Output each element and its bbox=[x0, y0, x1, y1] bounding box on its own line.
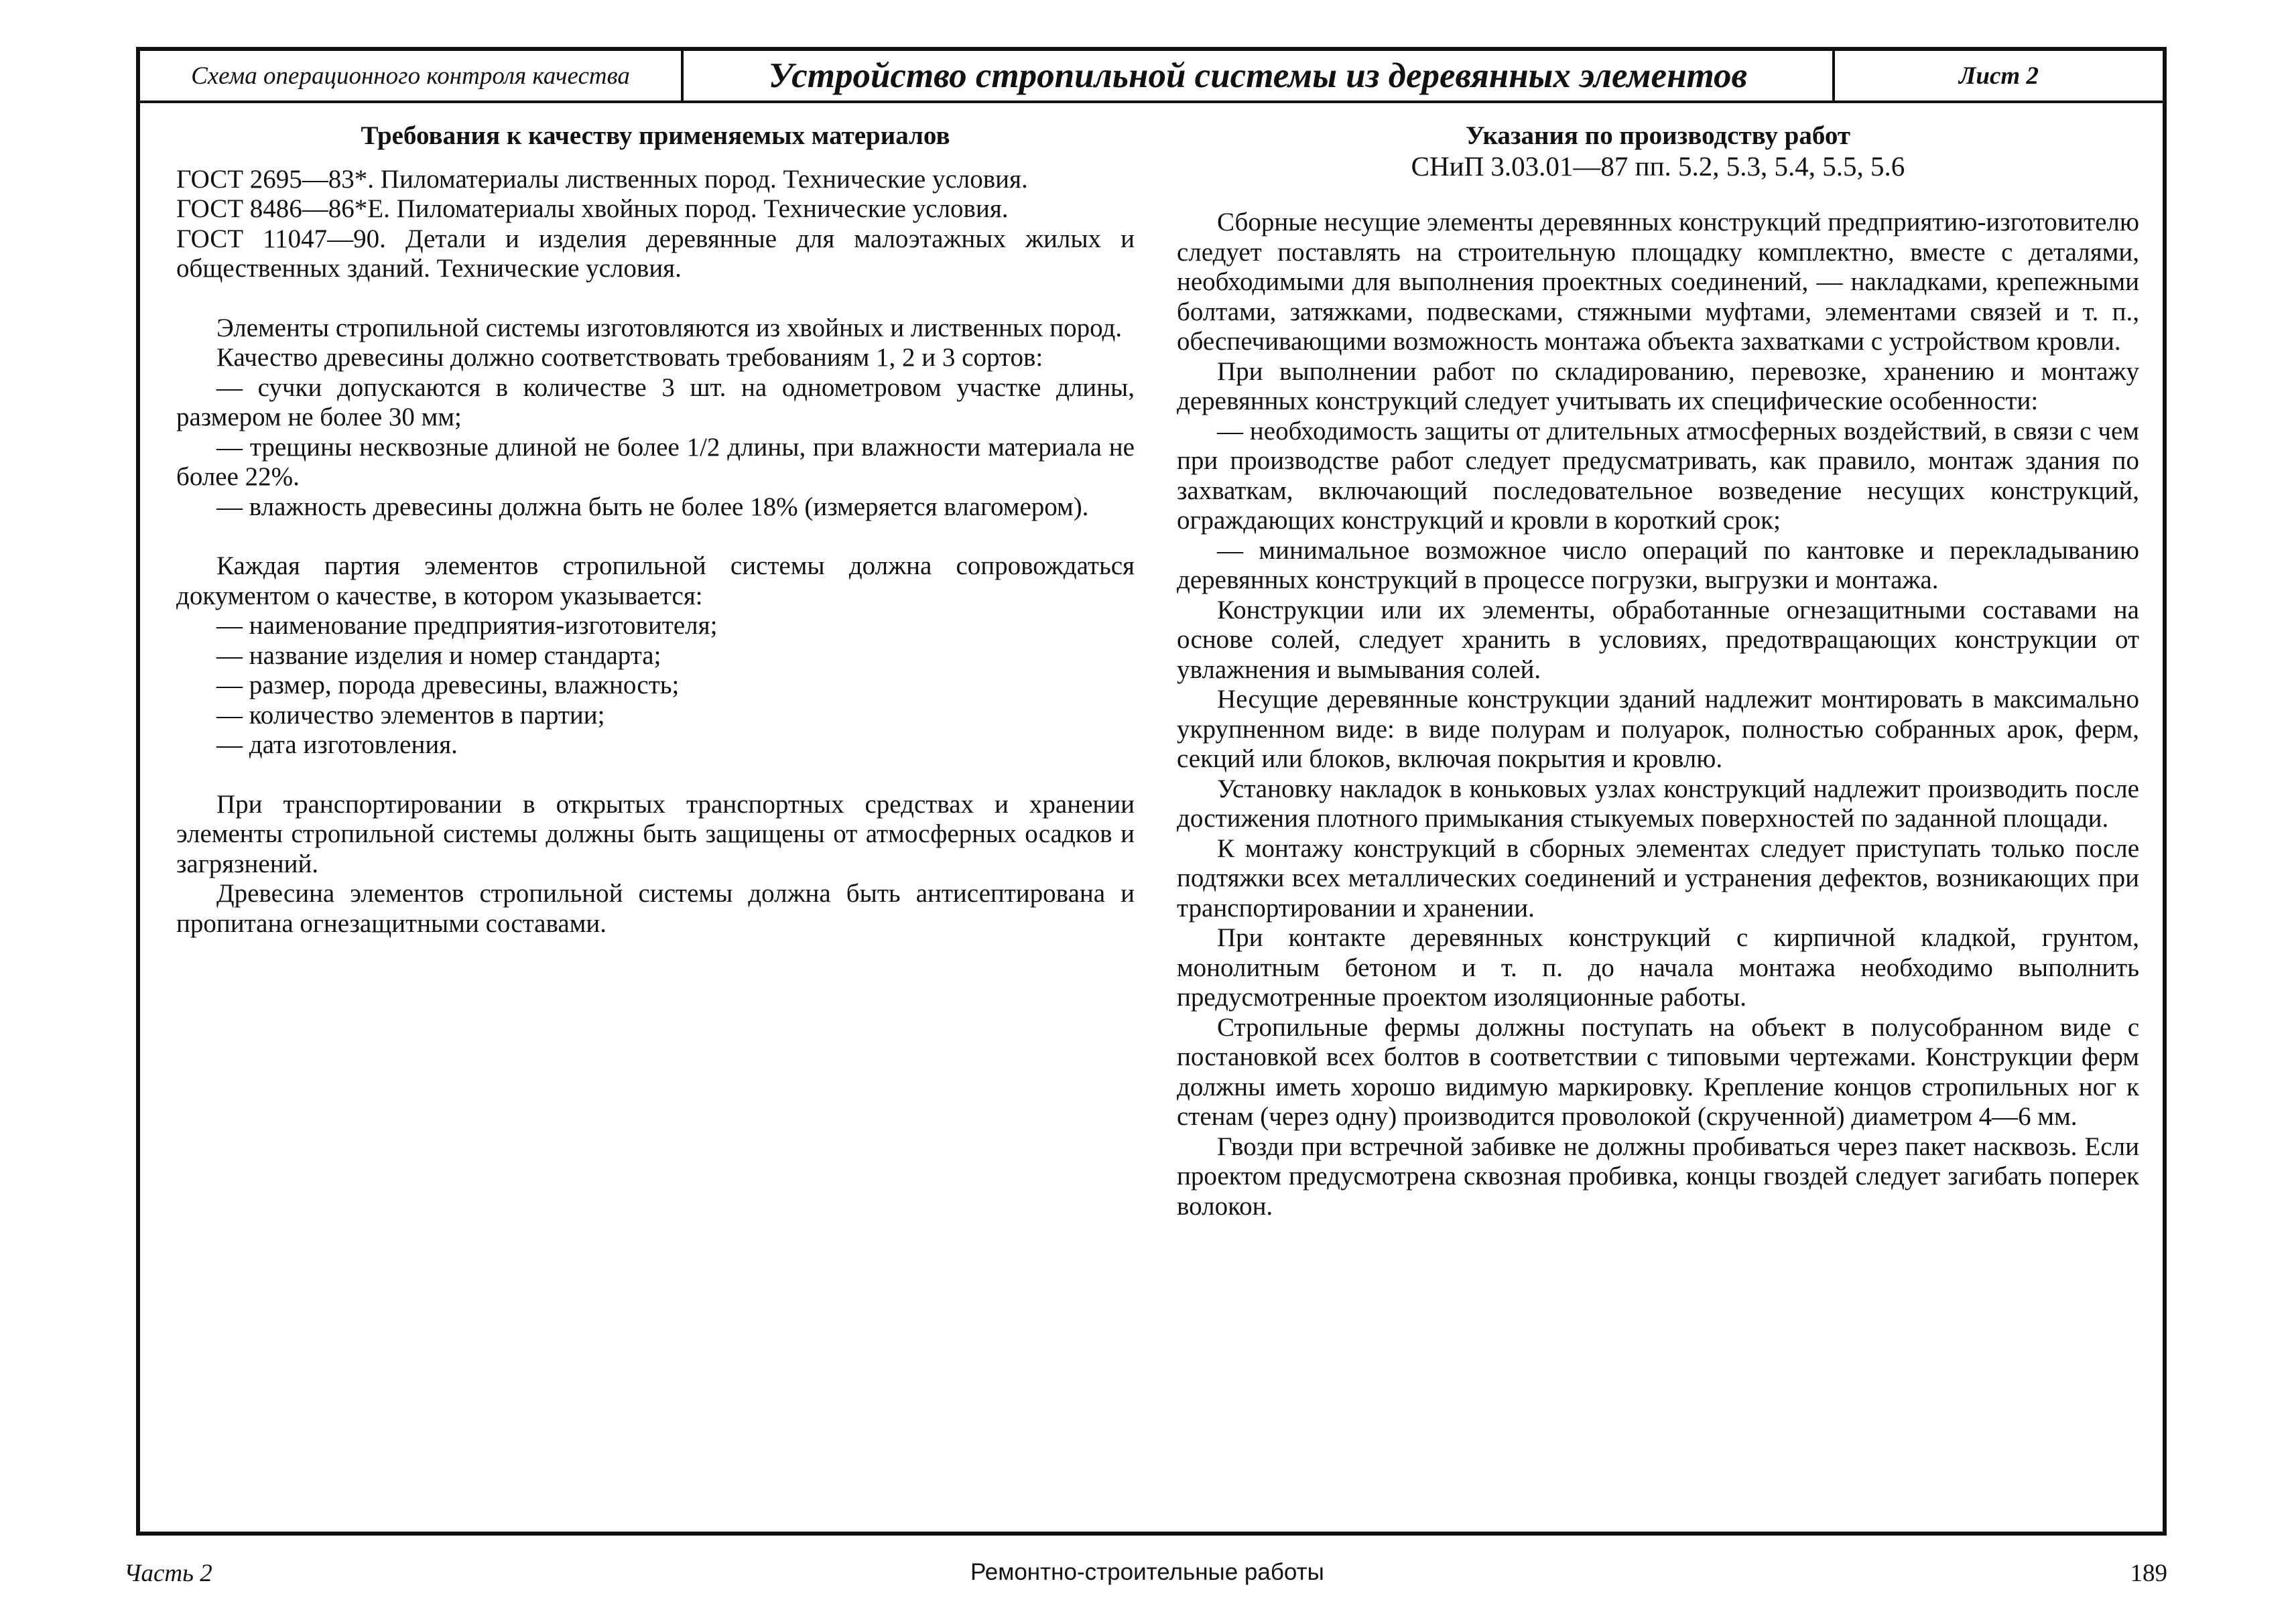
works-heading: Указания по производству работ bbox=[1466, 121, 1850, 150]
footer-section-title: Ремонтно-строительные работы bbox=[970, 1559, 1324, 1585]
gost-line: ГОСТ 2695—83*. Пиломатериалы лиственных пород. Технические условия. bbox=[176, 164, 1028, 194]
works-paragraph: — минимальное возможное число операций по кантовке и перекладыванию деревянных конструкций в процессе погрузки, выгрузки и монтажа. bbox=[1177, 535, 2139, 594]
transport-paragraph: При транспортировании в открытых транспортных средствах и хранении элементы стропильной системы должны быть защищены от атмосферных осадков и загрязнений. bbox=[176, 789, 1135, 878]
works-paragraph: Гвозди при встречной забивке не должны пробиваться через пакет насквозь. Если проектом предусмотрена сквозная пробивка, концы гвоздей следует загибать поперек волокон. bbox=[1177, 1132, 2139, 1221]
gost-line: ГОСТ 11047—90. Детали и изделия деревянные для малоэтажных жилых и общественных зданий. Технические условия. bbox=[176, 224, 1135, 283]
doc-item: — количество элементов в партии; bbox=[216, 700, 605, 730]
works-paragraph: Стропильные фермы должны поступать на объект в полусобранном виде с постановкой всех болтов в соответствии с типовыми чертежами. Конструкции ферм должны иметь хорошо видимую маркировку. Крепление концов стропильных ног к стенам (через одну) производится проволокой (скрученной) диаметром 4—6 мм. bbox=[1177, 1012, 2139, 1131]
doc-item: — размер, порода древесины, влажность; bbox=[216, 671, 680, 699]
works-paragraph: Установку накладок в коньковых узлах конструкций надлежит производить после достижения плотного примыкания стыкуемых поверхностей по заданной площади. bbox=[1177, 774, 2139, 833]
page-number: 189 bbox=[2130, 1560, 2167, 1587]
doc-item: — дата изготовления. bbox=[216, 730, 458, 759]
quality-item: — сучки допускаются в количестве 3 шт. на однометровом участке длины, размером не более 30 мм; bbox=[176, 373, 1135, 431]
header-scheme-label: Схема операционного контроля качества bbox=[140, 51, 684, 100]
works-paragraph: При выполнении работ по складированию, перевозке, хранению и монтажу деревянных конструкций следует учитывать их специфические особенности: bbox=[1177, 356, 2139, 415]
doc-item: — наименование предприятия-изготовителя; bbox=[216, 611, 718, 640]
works-paragraph: Конструкции или их элементы, обработанные огнезащитными составами на основе солей, следует хранить в условиях, предотвращающих конструкции от увлажнения и вымывания солей. bbox=[1177, 595, 2139, 684]
works-paragraph: Несущие деревянные конструкции зданий надлежит монтировать в максимально укрупненном виде: в виде полурам и полуарок, полностью собранных арок, ферм, секций или блоков, включая покрытия и кровлю. bbox=[1177, 685, 2139, 773]
header-title: Устройство стропильной системы из деревянных элементов bbox=[684, 51, 1835, 100]
works-paragraph: К монтажу конструкций в сборных элементах следует приступать только после подтяжки всех металлических соединений и устранения дефектов, возникающих при транспортировании и хранении. bbox=[1177, 833, 2139, 923]
works-paragraph: Сборные несущие элементы деревянных конструкций предприятию-изготовителю следует поставлять на строительную площадку комплектно, вместе с деталями, необходимыми для выполнения проектных соединений, — накладками, крепежными болтами, затяжками, подвесками, стяжными муфтами, элементами связей и т. п., обеспечивающими возможность монтажа объекта захватками с устройством кровли. bbox=[1177, 208, 2139, 356]
materials-heading: Требования к качеству применяемых материалов bbox=[361, 121, 950, 150]
works-paragraph: — необходимость защиты от длительных атмосферных воздействий, в связи с чем при производстве работ следует предусматривать, как правило, монтаж здания по захваткам, включающий последовательное возведение несущих конструкций, ограждающих конструкций и кровли в короткий срок; bbox=[1177, 416, 2139, 535]
snip-reference: СНиП 3.03.01—87 пп. 5.2, 5.3, 5.4, 5.5, 5.6 bbox=[1411, 150, 1905, 182]
gost-line: ГОСТ 8486—86*Е. Пиломатериалы хвойных пород. Технические условия. bbox=[176, 194, 1009, 223]
right-column bbox=[1177, 121, 2139, 1221]
elements-paragraph: Элементы стропильной системы изготовляются из хвойных и лиственных пород. bbox=[216, 313, 1123, 342]
doc-intro: Каждая партия элементов стропильной системы должна сопровождаться документом о качестве, в котором указывается: bbox=[176, 551, 1135, 610]
doc-item: — название изделия и номер стандарта; bbox=[216, 640, 661, 670]
left-column bbox=[176, 121, 1135, 939]
quality-item: — трещины несквозные длиной не более 1/2 длины, при влажности материала не более 22%. bbox=[176, 432, 1135, 491]
antiseptic-paragraph: Древесина элементов стропильной системы должна быть антисептирована и пропитана огнезащитными составами. bbox=[176, 879, 1135, 938]
header-table bbox=[140, 51, 2163, 103]
page-footer bbox=[0, 1559, 2296, 1593]
works-paragraph: При контакте деревянных конструкций с кирпичной кладкой, грунтом, монолитным бетоном и т. п. до начала монтажа необходимо выполнить предусмотренные проектом изоляционные работы. bbox=[1177, 923, 2139, 1012]
quality-intro: Качество древесины должно соответствовать требованиям 1, 2 и 3 сортов: bbox=[216, 343, 1043, 372]
header-sheet-number: Лист 2 bbox=[1959, 62, 2039, 90]
quality-item: — влажность древесины должна быть не более 18% (измеряется влагомером). bbox=[216, 492, 1089, 521]
page-frame bbox=[136, 47, 2167, 1536]
footer-part: Часть 2 bbox=[124, 1560, 212, 1587]
